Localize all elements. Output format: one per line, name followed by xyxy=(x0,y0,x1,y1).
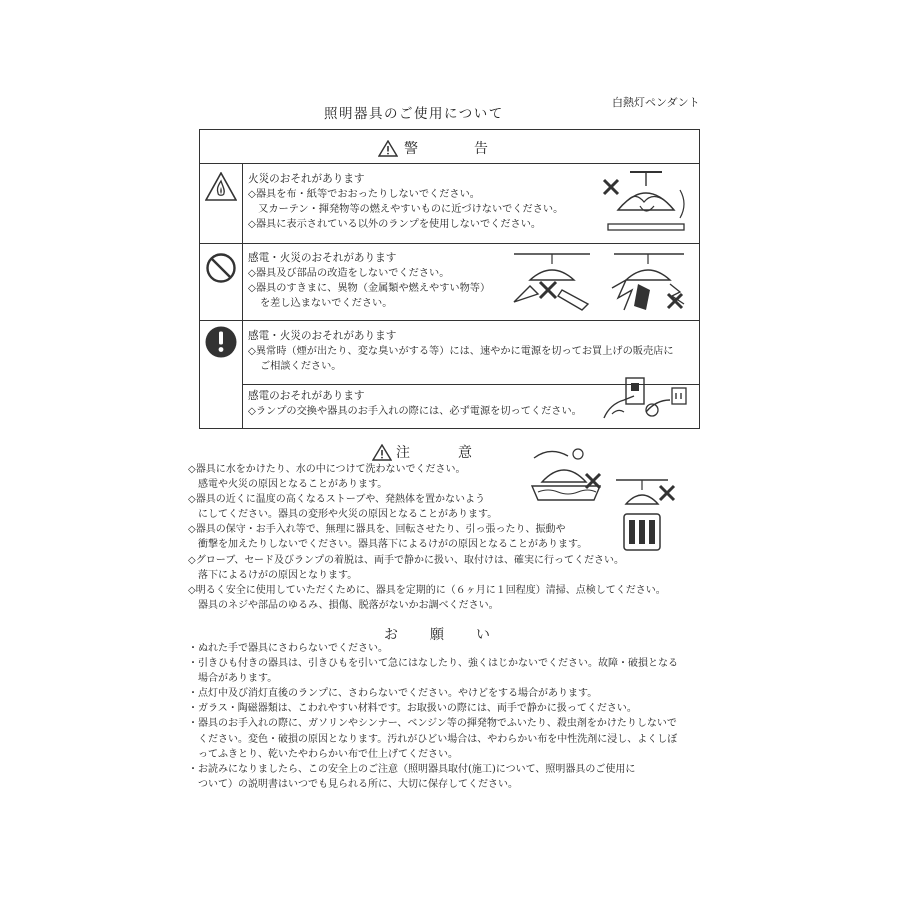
page-title: 照明器具のご使用について xyxy=(324,106,504,122)
list-item: 場合があります。 xyxy=(188,673,278,685)
power-off-illustration xyxy=(600,374,692,422)
list-item: ってふきとり、乾いたやわらかい布で仕上げてください。 xyxy=(188,748,458,760)
water-washing-illustration xyxy=(528,446,606,504)
fire-warning-icon xyxy=(205,172,237,202)
warning-section-electric-shock: 感電のおそれがあります ◇ランプの交換や器具のお手入れの際には、必ず電源を切ってください。 xyxy=(248,390,582,417)
list-item: ◇グローブ、セード及びランプの着脱は、両手で静かに扱い、取付けは、確実に行ってください。 xyxy=(188,554,624,566)
request-list xyxy=(188,641,678,792)
heater-illustration xyxy=(612,476,682,554)
prohibition-icon xyxy=(205,252,237,284)
list-item: ◇器具の保守・お手入れ等で、無理に器具を、回転させたり、引っ張ったり、振動や xyxy=(188,524,566,536)
list-item: にしてください。器具の変形や火災の原因となることがあります。 xyxy=(188,509,498,521)
list-item: 感電や火災の原因となることがあります。 xyxy=(188,479,388,491)
caution-heading-left: 注 xyxy=(396,445,410,461)
mandatory-action-icon xyxy=(204,325,238,359)
list-item: ・引きひも付きの器具は、引きひもを引いて急にはなしたり、強くはじかないでください。故障・破損となる xyxy=(188,658,678,670)
request-heading: お 願 い xyxy=(384,627,490,643)
warning-symbol-column xyxy=(200,163,243,428)
list-item: 落下によるけがの原因となります。 xyxy=(188,569,358,581)
modification-illustration xyxy=(508,250,596,312)
list-item: ◇器具の近くに温度の高くなるストーブや、発熱体を置かないよう xyxy=(188,494,485,506)
warning-triangle-icon xyxy=(378,140,398,157)
warning-heading-left: 警 xyxy=(404,141,418,157)
list-item: ・ぬれた手で器具にさわらないでください。 xyxy=(188,643,388,654)
foreign-object-illustration xyxy=(606,250,692,314)
list-item: 器具のネジや部品のゆるみ、損傷、脱落がないかお調べください。 xyxy=(188,599,499,611)
list-item: ◇器具に水をかけたり、水の中につけて洗わないでください。 xyxy=(188,464,466,475)
list-item: ください。変色・破損の原因となります。汚れがひどい場合は、やわらかい布を中性洗剤に浸し、よくしぼ xyxy=(188,733,678,745)
list-item: ◇明るく安全に使用していただくために、器具を定期的に（６ヶ月に１回程度）清掃、点検してください。 xyxy=(188,584,666,596)
warning-heading-right: 告 xyxy=(474,141,488,157)
list-item: ・点灯中及び消灯直後のランプに、さわらないでください。やけどをする場合があります。 xyxy=(188,688,598,700)
warning-section-fire: 火災のおそれがあります ◇器具を布・紙等でおおったりしないでください。 又カーテン・揮発物等の燃えやすいものに近づけないでください。 ◇器具に表示されている以外のランプを使用しないでください。 xyxy=(248,173,564,230)
document-label: 白熱灯ペンダント xyxy=(612,96,700,109)
warning-section-modification: 感電・火災のおそれがあります ◇器具及び部品の改造をしないでください。 ◇器具のすきまに、異物（金属類や燃えやすい物等） を差し込まないでください。 xyxy=(248,252,491,309)
warning-triangle-icon xyxy=(372,444,392,461)
row-divider xyxy=(200,320,699,321)
list-item: 衝撃を加えたりしないでください。器具落下によるけがの原因となることがあります。 xyxy=(188,539,588,551)
list-item: ついて）の説明書はいつでも見られる所に、大切に保存してください。 xyxy=(188,778,518,790)
warning-header xyxy=(200,130,699,164)
caution-heading-right: 意 xyxy=(458,445,472,461)
list-item: ・器具のお手入れの際に、ガソリンやシンナー、ベンジン等の揮発物でふいたり、殺虫剤をかけたりしないで xyxy=(188,718,677,730)
row-divider xyxy=(200,243,699,244)
list-item: ・ガラス・陶磁器類は、こわれやすい材料です。お取扱いの際には、両手で静かに扱ってください。 xyxy=(188,703,637,715)
list-item: ・お読みになりましたら、この安全上のご注意（照明器具取付(施工)について、照明器具のご使用に xyxy=(188,763,636,775)
covered-lamp-illustration xyxy=(600,170,692,236)
warning-section-abnormal: 感電・火災のおそれがあります ◇異常時（煙が出たり、変な臭いがする等）には、速やかに電源を切ってお買上げの販売店に ご相談ください。 xyxy=(248,330,674,372)
caution-heading xyxy=(372,442,472,462)
